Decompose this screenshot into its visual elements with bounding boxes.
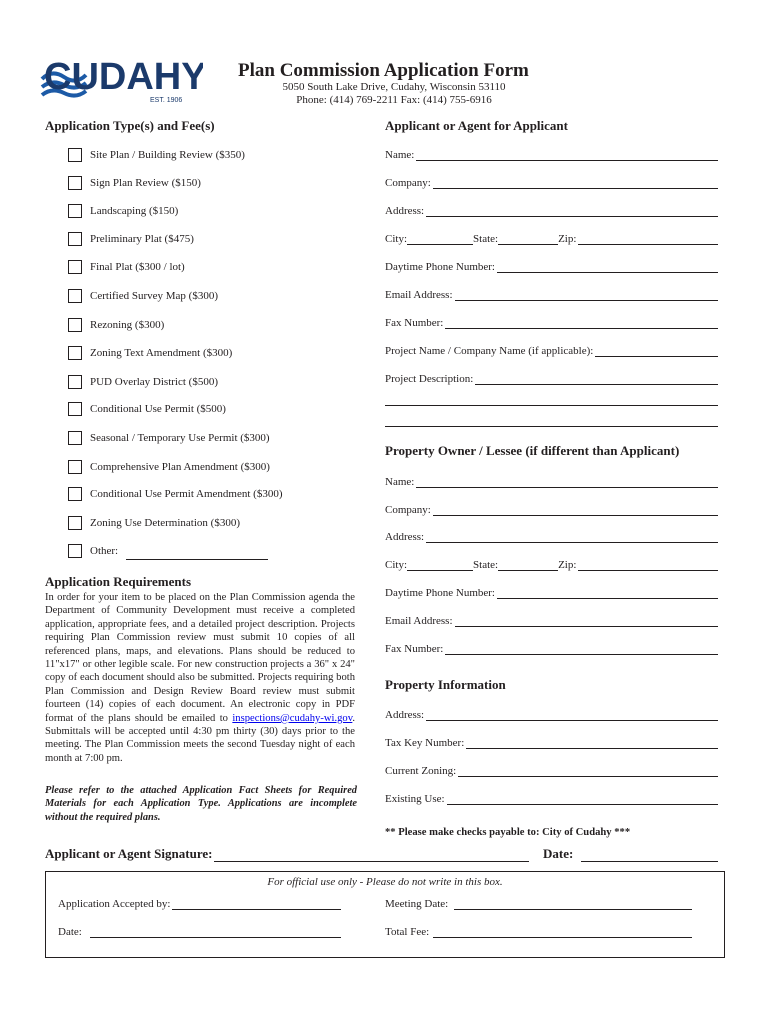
signature-label: Applicant or Agent Signature: <box>45 846 213 861</box>
application-type-label: Preliminary Plat ($475) <box>90 233 194 245</box>
applicant-phone-label: Daytime Phone Number: <box>385 261 495 273</box>
application-type-label: Zoning Text Amendment ($300) <box>90 347 233 359</box>
applicant-company-field[interactable] <box>385 176 718 189</box>
applicant-company-line[interactable] <box>433 176 718 189</box>
applicant-heading: Applicant or Agent for Applicant <box>385 118 568 133</box>
signature-date-field[interactable] <box>543 846 718 862</box>
application-type-label: Zoning Use Determination ($300) <box>90 517 240 529</box>
owner-name-label: Name: <box>385 476 415 488</box>
checkbox[interactable] <box>68 318 82 332</box>
owner-state-line[interactable] <box>498 558 558 571</box>
checkbox[interactable] <box>68 402 82 416</box>
application-types-heading: Application Type(s) and Fee(s) <box>45 118 215 133</box>
project-name-line[interactable] <box>595 344 718 357</box>
application-type-label: Comprehensive Plan Amendment ($300) <box>90 461 270 473</box>
other-line[interactable] <box>126 547 268 560</box>
logo-text: CUDAHY <box>44 56 203 98</box>
application-type-item[interactable] <box>68 514 240 532</box>
applicant-zip-line[interactable] <box>578 232 718 245</box>
official-use-title: For official use only - Please do not write in this box. <box>267 876 503 888</box>
owner-address-field[interactable] <box>385 530 718 543</box>
applicant-fax-label: Fax Number: <box>385 317 444 329</box>
applicant-address-label: Address: <box>385 205 425 217</box>
tax-key-label: Tax Key Number: <box>385 737 465 749</box>
application-type-item[interactable] <box>68 373 218 391</box>
applicant-email-field[interactable] <box>385 288 718 301</box>
meeting-date-field[interactable] <box>385 897 692 910</box>
property-address-label: Address: <box>385 709 425 721</box>
application-type-label: Conditional Use Permit ($500) <box>90 403 226 415</box>
checkbox[interactable] <box>68 232 82 246</box>
checkbox[interactable] <box>68 148 82 162</box>
owner-address-label: Address: <box>385 531 425 543</box>
meeting-date-line[interactable] <box>454 897 692 910</box>
applicant-city-line[interactable] <box>407 232 473 245</box>
office-date-line[interactable] <box>90 925 341 938</box>
current-zoning-label: Current Zoning: <box>385 765 457 777</box>
wave-icon <box>38 55 203 105</box>
checkbox[interactable] <box>68 204 82 218</box>
checkbox[interactable] <box>68 375 82 389</box>
current-zoning-field[interactable] <box>385 764 718 777</box>
applicant-email-line[interactable] <box>455 288 718 301</box>
application-type-item[interactable] <box>68 174 201 192</box>
checkbox[interactable] <box>68 460 82 474</box>
application-type-label: Sign Plan Review ($150) <box>90 177 201 189</box>
checkbox[interactable] <box>68 487 82 501</box>
owner-email-field[interactable] <box>385 614 718 627</box>
checkbox[interactable] <box>68 544 82 558</box>
application-type-item[interactable] <box>68 202 178 220</box>
total-fee-field[interactable] <box>385 925 692 938</box>
signature-date-label: Date: <box>543 846 574 861</box>
property-address-line[interactable] <box>426 708 718 721</box>
owner-company-label: Company: <box>385 504 431 516</box>
applicant-address-field[interactable] <box>385 204 718 217</box>
signature-date-line[interactable] <box>581 847 718 862</box>
application-type-item[interactable] <box>68 146 245 164</box>
requirements-body: In order for your item to be placed on the Plan Commission agenda the Department of Community Development must receive a completed application, appropriate fees, and a detailed project description. Projects requiring Plan Commission review must submit 10 copies of all referenced plans, maps, and elevations. Plans should be reduced to 11"x17" or other legible scale. For new construction projects a 36" x 24" copy of each document should also be submitted. Projects requiring both Plan Commission and Design Review Board review must submit fourteen (14) copies of each document. An electronic copy in PDF format of the plans should be emailed to <box>45 592 355 724</box>
checkbox[interactable] <box>68 176 82 190</box>
fact-sheet-note: Please refer to the attached Application Fact Sheets for Required Materials for each Application Type. Applications are incomplete without the required plans. <box>45 785 357 823</box>
signature-line[interactable] <box>214 847 529 862</box>
project-description-label: Project Description: <box>385 373 474 385</box>
cudahy-logo <box>38 55 203 105</box>
applicant-phone-field[interactable] <box>385 260 718 273</box>
property-heading: Property Information <box>385 677 506 692</box>
owner-name-line[interactable] <box>416 475 718 488</box>
checks-payable-note: ** Please make checks payable to: City of Cudahy *** <box>385 827 631 838</box>
application-type-label: PUD Overlay District ($500) <box>90 376 219 388</box>
owner-email-line[interactable] <box>455 614 718 627</box>
inspections-email-link[interactable]: inspections@cudahy-wi.gov <box>232 712 353 724</box>
checkbox[interactable] <box>68 289 82 303</box>
owner-fax-line[interactable] <box>445 642 718 655</box>
applicant-address-line[interactable] <box>426 204 718 217</box>
accepted-by-field[interactable] <box>58 897 341 910</box>
applicant-city-state-zip[interactable] <box>385 232 718 245</box>
owner-phone-label: Daytime Phone Number: <box>385 587 495 599</box>
applicant-fax-line[interactable] <box>445 316 718 329</box>
address-line: 5050 South Lake Drive, Cudahy, Wisconsin 53110 <box>282 81 506 93</box>
applicant-name-field[interactable] <box>385 148 718 161</box>
application-type-label: Site Plan / Building Review ($350) <box>90 149 245 161</box>
application-type-label: Other: <box>90 545 119 557</box>
existing-use-line[interactable] <box>447 792 718 805</box>
office-date-label: Date: <box>58 926 82 938</box>
phone-line: Phone: (414) 769-2211 Fax: (414) 755-6916 <box>296 94 492 106</box>
checkbox[interactable] <box>68 431 82 445</box>
applicant-name-label: Name: <box>385 149 415 161</box>
application-type-item[interactable] <box>68 458 270 476</box>
owner-city-state-zip[interactable] <box>385 558 718 571</box>
applicant-state-line[interactable] <box>498 232 558 245</box>
checkbox[interactable] <box>68 260 82 274</box>
applicant-state-label: State: <box>473 233 499 245</box>
application-type-item[interactable] <box>68 400 226 418</box>
applicant-city-label: City: <box>385 233 408 245</box>
project-description-field[interactable] <box>385 372 718 385</box>
application-type-label: Rezoning ($300) <box>90 319 165 331</box>
application-type-item[interactable] <box>68 429 270 447</box>
owner-name-field[interactable] <box>385 475 718 488</box>
total-fee-line[interactable] <box>433 925 692 938</box>
project-name-field[interactable] <box>385 344 718 357</box>
project-description-line[interactable] <box>475 372 718 385</box>
application-type-label: Final Plat ($300 / lot) <box>90 261 185 273</box>
application-type-label: Certified Survey Map ($300) <box>90 290 218 302</box>
project-description-line-2[interactable] <box>385 393 718 406</box>
applicant-name-line[interactable] <box>416 148 718 161</box>
project-description-line-3[interactable] <box>385 414 718 427</box>
owner-company-line[interactable] <box>433 503 718 516</box>
applicant-company-label: Company: <box>385 177 431 189</box>
owner-city-line[interactable] <box>407 558 473 571</box>
page-title: Plan Commission Application Form <box>238 60 529 81</box>
owner-state-label: State: <box>473 559 499 571</box>
logo-subtext: EST. 1906 <box>150 97 183 104</box>
owner-heading: Property Owner / Lessee (if different than Applicant) <box>385 443 680 458</box>
applicant-zip-label: Zip: <box>558 233 577 245</box>
owner-zip-label: Zip: <box>558 559 577 571</box>
current-zoning-line[interactable] <box>458 764 718 777</box>
application-type-item[interactable] <box>68 258 185 276</box>
application-type-item[interactable] <box>68 542 268 560</box>
application-type-label: Conditional Use Permit Amendment ($300) <box>90 488 283 500</box>
requirements-text <box>45 591 355 765</box>
application-type-item[interactable] <box>68 316 164 334</box>
application-type-item[interactable] <box>68 344 232 362</box>
signature-field[interactable] <box>45 846 529 862</box>
owner-company-field[interactable] <box>385 503 718 516</box>
owner-fax-label: Fax Number: <box>385 643 444 655</box>
total-fee-label: Total Fee: <box>385 926 430 938</box>
application-type-item[interactable] <box>68 485 282 503</box>
application-type-label: Landscaping ($150) <box>90 205 179 217</box>
application-type-label: Seasonal / Temporary Use Permit ($300) <box>90 432 270 444</box>
property-address-field[interactable] <box>385 708 718 721</box>
owner-address-line[interactable] <box>426 530 718 543</box>
existing-use-label: Existing Use: <box>385 793 445 805</box>
tax-key-field[interactable] <box>385 736 718 749</box>
meeting-date-label: Meeting Date: <box>385 898 449 910</box>
office-address <box>238 81 550 107</box>
applicant-email-label: Email Address: <box>385 289 453 301</box>
application-type-item[interactable] <box>68 287 218 305</box>
owner-city-label: City: <box>385 559 408 571</box>
accepted-by-label: Application Accepted by: <box>58 898 171 910</box>
application-type-item[interactable] <box>68 230 194 248</box>
owner-fax-field[interactable] <box>385 642 718 655</box>
applicant-phone-line[interactable] <box>497 260 718 273</box>
checkbox[interactable] <box>68 516 82 530</box>
tax-key-line[interactable] <box>466 736 718 749</box>
project-name-label: Project Name / Company Name (if applicable): <box>385 345 594 357</box>
requirements-heading: Application Requirements <box>45 574 192 589</box>
owner-email-label: Email Address: <box>385 615 453 627</box>
owner-zip-line[interactable] <box>578 558 718 571</box>
accepted-by-line[interactable] <box>172 897 341 910</box>
requirements-body-end: . Submittals will be accepted until 4:30 pm thirty (30) days prior to the meeting. The Plan Commission meets the second Tuesday night of each month at 7:00 pm. <box>45 712 355 764</box>
checkbox[interactable] <box>68 346 82 360</box>
applicant-fax-field[interactable] <box>385 316 718 329</box>
existing-use-field[interactable] <box>385 792 718 805</box>
owner-phone-line[interactable] <box>497 586 718 599</box>
owner-phone-field[interactable] <box>385 586 718 599</box>
office-date-field[interactable] <box>58 925 341 938</box>
